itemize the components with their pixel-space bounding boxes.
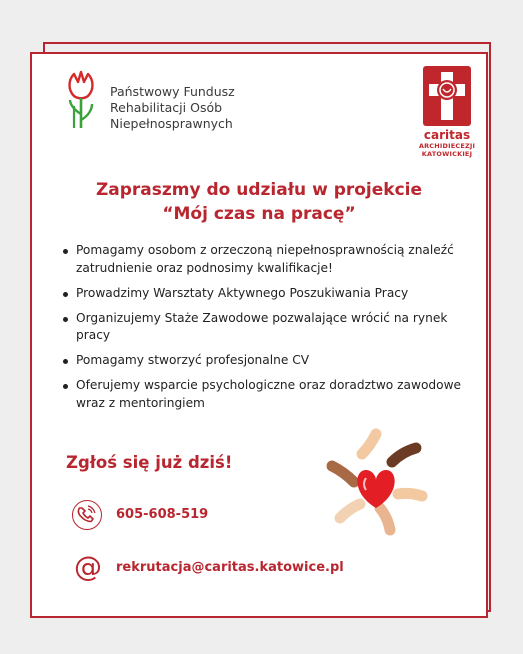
pfron-line-1: Państwowy Fundusz (110, 84, 235, 99)
caritas-sub-line-2: KATOWICKIEJ (421, 150, 473, 158)
flyer-card (30, 52, 488, 618)
heading-line-2: “Mój czas na pracę” (162, 204, 356, 224)
caritas-name: caritas (423, 128, 471, 142)
list-item: Oferujemy wsparcie psychologiczne oraz doradztwo zawodowe wraz z mentoringiem (62, 377, 472, 412)
pfron-logo (62, 70, 235, 132)
phone-number[interactable]: 605-608-519 (116, 507, 209, 522)
pfron-line-2: Rehabilitacji Osób (110, 100, 223, 115)
call-to-action: Zgłoś się już dziś! (66, 453, 233, 472)
at-icon: @ (74, 550, 102, 583)
list-item: Organizujemy Staże Zawodowe pozwalające wrócić na rynek pracy (62, 310, 472, 345)
caritas-logo (412, 66, 482, 158)
email-address[interactable]: rekrutacja@caritas.katowice.pl (116, 560, 344, 575)
list-item: Pomagamy stworzyć profesjonalne CV (62, 352, 472, 370)
pfron-name (110, 84, 235, 132)
offer-list (62, 242, 472, 420)
heading-line-1: Zapraszmy do udziału w projekcie (95, 180, 423, 200)
caritas-sub-line-1: ARCHIDIECEZJI (418, 142, 476, 150)
phone-icon (72, 500, 102, 530)
list-item: Prowadzimy Warsztaty Aktywnego Poszukiwania Pracy (62, 285, 472, 303)
pfron-line-3: Niepełnosprawnych (110, 116, 233, 131)
list-item: Pomagamy osobom z orzeczoną niepełnosprawnością znaleźć zatrudnienie oraz podnosimy kwalifikacje! (62, 242, 472, 277)
caritas-cross-icon (423, 66, 471, 126)
tulip-icon (62, 70, 106, 132)
project-heading (32, 178, 486, 226)
hands-heart-illustration (324, 426, 428, 536)
